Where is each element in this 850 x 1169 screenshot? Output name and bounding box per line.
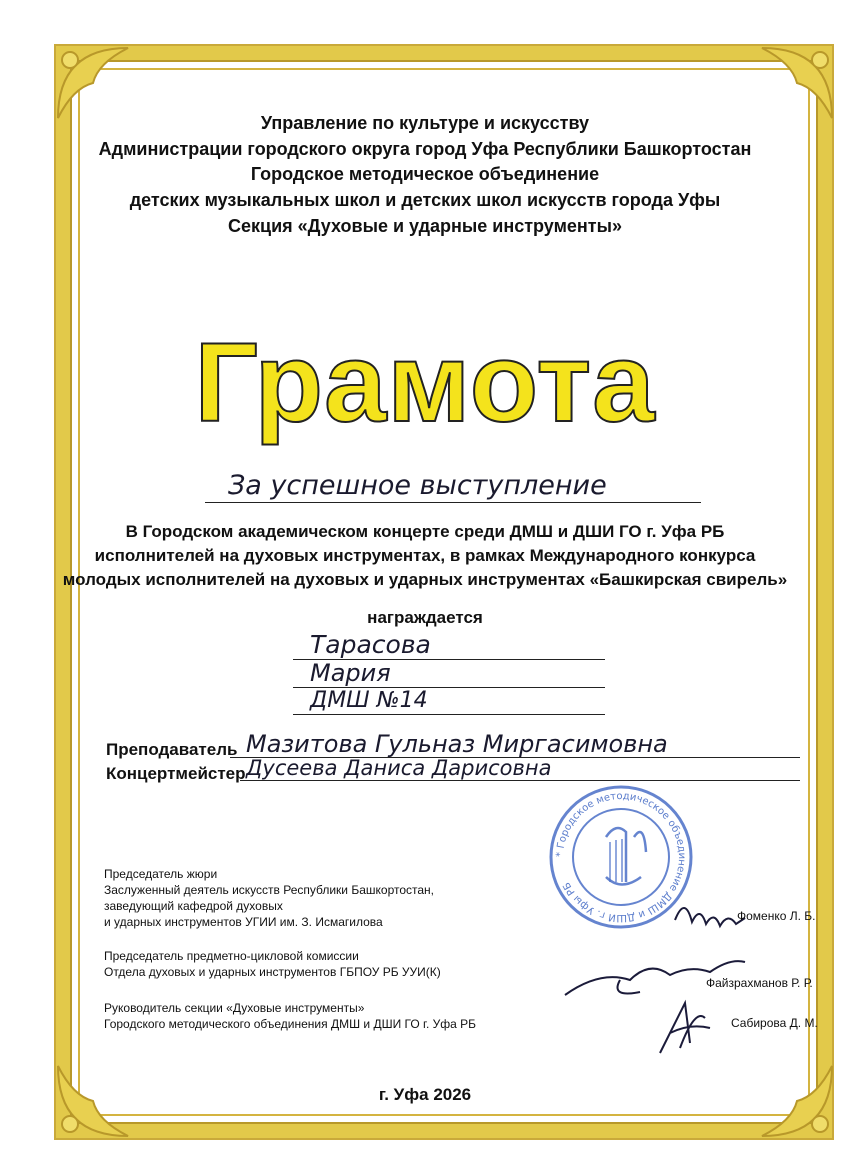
signatory-2-title	[104, 948, 441, 980]
recipient-school: ДМШ №14	[310, 688, 428, 713]
accompanist-label: Концертмейстер	[106, 764, 246, 783]
stamp-text: * Городское методическое объединение ДМШ и ДШИ г. Уфы РБ	[554, 790, 688, 924]
signatory-2-name: Файзрахманов Р. Р.	[706, 976, 813, 990]
signatory-3-line: Руководитель секции «Духовые инструменты»	[104, 1001, 365, 1015]
signatory-3-title	[104, 1000, 476, 1032]
signatory-1-line: Председатель жюри	[104, 867, 218, 881]
svg-text:* Городское методическое объед	[555, 791, 687, 923]
teacher-name: Мазитова Гульназ Миргасимовна	[246, 730, 668, 758]
signatory-3-name: Сабирова Д. М.	[731, 1016, 818, 1030]
accompanist-underline	[240, 780, 800, 781]
signatory-3-line: Городского методического объединения ДМШ и ДШИ ГО г. Уфа РБ	[104, 1017, 476, 1031]
header-line-5: Секция «Духовые и ударные инструменты»	[228, 216, 622, 236]
body-line-2: исполнителей на духовых инструментах, в рамках Международного конкурса	[94, 546, 756, 565]
body-line-3: молодых исполнителей на духовых и ударных инструментах «Башкирская свирель»	[62, 570, 788, 589]
recipient-line	[293, 714, 605, 715]
header-line-2: Администрации городского округа город Уфа Республики Башкортостан	[98, 139, 752, 159]
body-line-1: В Городском академическом концерте среди ДМШ и ДШИ ГО г. Уфа РБ	[125, 522, 725, 541]
page-title: Грамота	[194, 320, 656, 445]
recipient-name: Мария	[310, 659, 391, 687]
header-line-3: Городское методическое объединение	[250, 164, 600, 184]
signatory-1-line: и ударных инструментов УГИИ им. З. Исмагилова	[104, 915, 383, 929]
signatory-2-line: Отдела духовых и ударных инструментов ГБПОУ РБ УУИ(К)	[104, 965, 441, 979]
reason-underline	[205, 502, 701, 503]
signature-3-icon	[650, 998, 720, 1058]
signatory-1-line: Заслуженный деятель искусств Республики Башкортостан,	[104, 883, 435, 897]
accompanist-name: Дусеева Даниса Дарисовна	[246, 756, 552, 780]
signatory-1-title	[104, 866, 434, 930]
footer-city-year: г. Уфа 2026	[378, 1085, 472, 1104]
header-line-4: детских музыкальных школ и детских школ искусств города Уфы	[129, 190, 721, 210]
signatory-2-line: Председатель предметно-цикловой комиссии	[104, 949, 359, 963]
teacher-label: Преподаватель	[106, 740, 238, 759]
signatory-1-line: заведующий кафедрой духовых	[104, 899, 283, 913]
header-line-1: Управление по культуре и искусству	[260, 113, 590, 133]
awarded-label: награждается	[367, 608, 483, 627]
recipient-surname: Тарасова	[310, 630, 431, 659]
award-reason-handwritten: За успешное выступление	[228, 470, 607, 501]
signatory-1-name: Фоменко Л. Б.	[737, 909, 816, 923]
